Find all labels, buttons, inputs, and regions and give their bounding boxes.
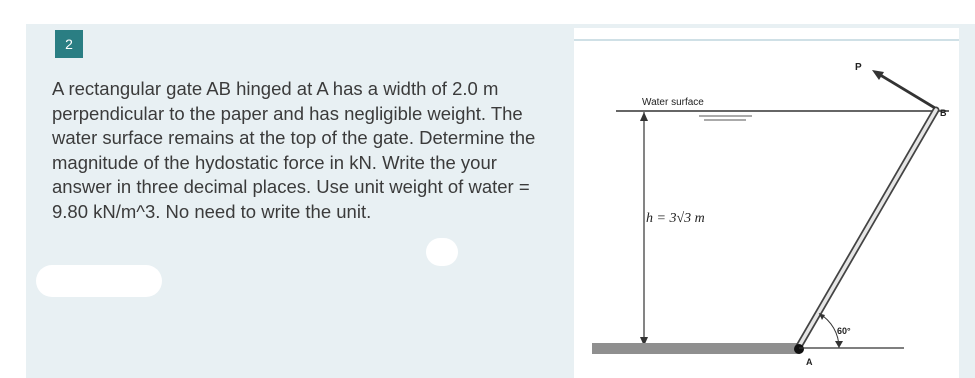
gate-diagram: [574, 28, 959, 378]
redaction-mark: [36, 265, 162, 297]
hinge-a-icon: [794, 344, 804, 354]
gate-ab-inner: [798, 110, 936, 348]
arrow-up-icon: [640, 112, 648, 121]
force-p-line: [877, 73, 935, 108]
water-surface-label: Water surface: [642, 97, 704, 108]
angle-arrow-icon: [835, 341, 843, 348]
point-a-label: A: [806, 357, 813, 367]
force-p-label: P: [855, 62, 862, 73]
gate-diagram-svg: [574, 28, 959, 378]
ground-block: [592, 343, 800, 354]
point-b-label: B: [940, 108, 947, 118]
depth-label: h = 3√3 m: [646, 211, 705, 226]
angle-label: 60°: [837, 326, 851, 336]
question-text: A rectangular gate AB hinged at A has a width of 2.0 m perpendicular to the paper and has negligible weight. The water surface remains at the top of the gate. Determine the magnitude of the hydostatic force in kN. Write the your answer in three decimal places. Use unit weight of water = 9.80 kN/m^3. No need to write the unit.: [52, 78, 536, 222]
redaction-mark: [426, 238, 458, 266]
question-number-badge: 2: [55, 30, 83, 58]
